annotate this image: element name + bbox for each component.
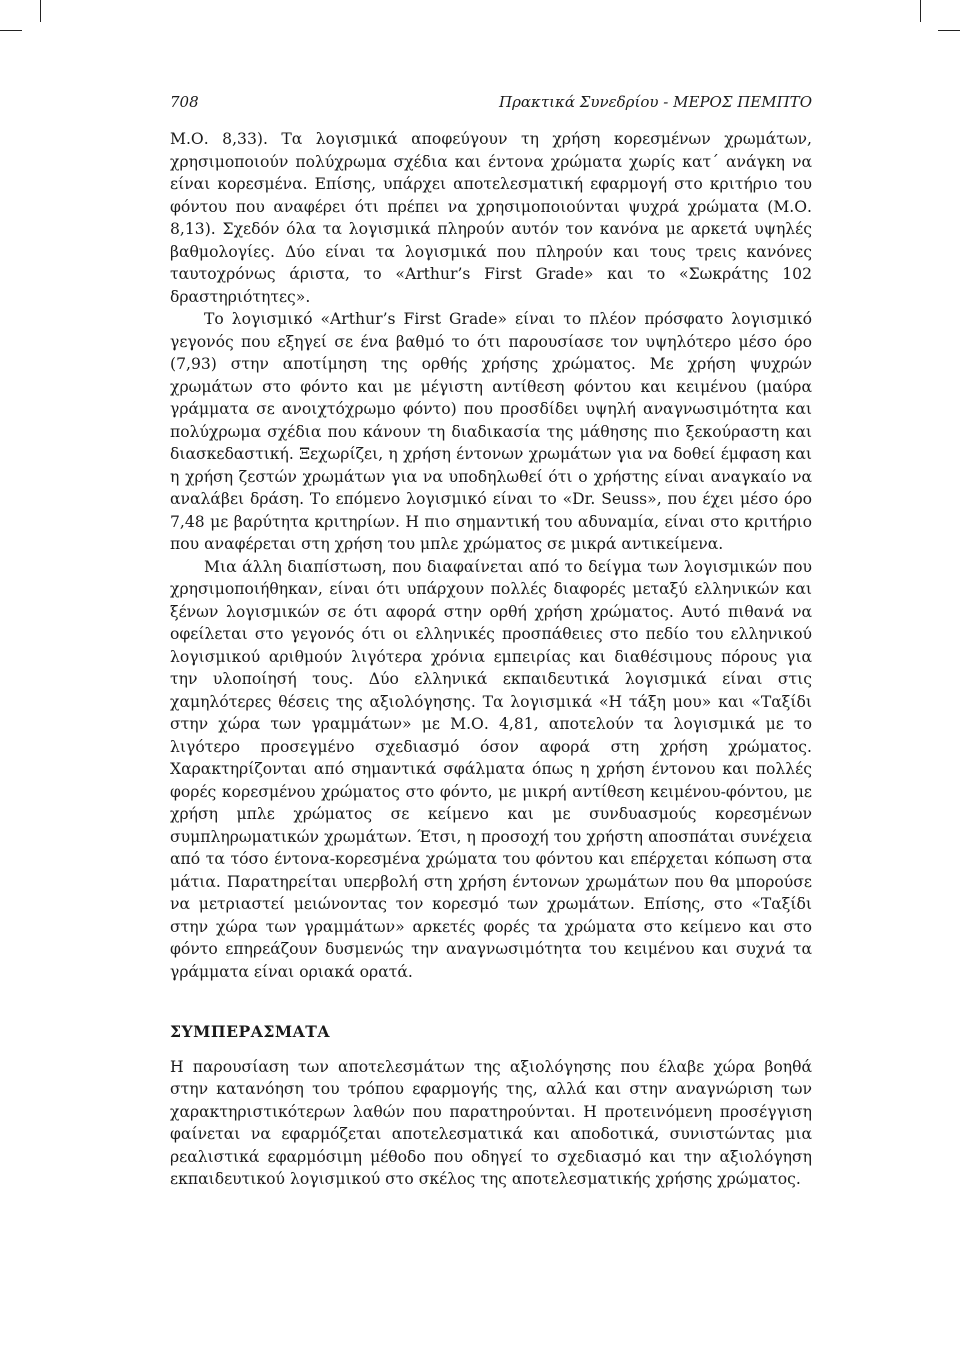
paragraph-3: Μια άλλη διαπίστωση, που διαφαίνεται από το δείγμα των λογισμικών που χρησιμοποιήθηκαν, είναι ότι υπάρχουν πολλές διαφορές μεταξύ ελληνικών και ξένων λογισμικών σε ότι αφορά στην ορθή χρήση χρώματος. Αυτό πιθανά να οφείλεται στο γεγονός ότι οι ελληνικές προσπάθειες στο πεδίο του ελληνικού λογισμικού αριθμούν λιγότερα χρόνια εμπειρίας και διαθέσιμους πόρους για την υλοποίησή τους. Δύο ελληνικά εκπαιδευτικά λογισμικά είναι στις χαμηλότερες θέσεις της αξιολόγησης. Τα λογισμικά «Η τάξη μου» και «Ταξίδι στην χώρα των γραμμάτων» με Μ.Ο. 4,81, αποτελούν τα λογισμικά με το λιγότερο προσεγμένο σχεδιασμό όσον αφορά στη χρήση χρώματος. Χαρακτηρίζονται από σημαντικά σφάλματα όπως η χρήση έντονου και πολλές φορές κορεσμένου χρώματος στο φόντο, με μικρή αντίθεση κειμένου-φόντου, με χρήση μπλε χρώματος σε κείμενο και με συνδυασμούς κορεσμένων συμπληρωματικών χρωμάτων. Έτσι, η προσοχή του χρήστη αποσπάται συνέχεια από τα τόσο έντονα-κορεσμένα χρώματα του φόντου και επέρχεται κόπωση στα μάτια. Παρατηρείται υπερβολή στη χρήση έντονων χρωμάτων που θα μπορούσε να μετριαστεί μειώνοντας τον κορεσμό των χρωμάτων. Επίσης, στο «Ταξίδι στην χώρα των γραμμάτων» αρκετές φορές τα χρώματα στο κείμενο και στο φόντο επηρεάζουν δυσμενώς την αναγνωσιμότητα του κειμένου και συχνά τα γράμματα είναι οριακά ορατά. [170,557,812,981]
paragraph-1: Μ.Ο. 8,33). Τα λογισμικά αποφεύγουν τη χρήση κορεσμένων χρωμάτων, χρησιμοποιούν πολύχρωμα σχέδια και έντονα χρώματα χωρίς κατ΄ ανάγκη να είναι κορεσμένα. Επίσης, υπάρχει αποτελεσματική εφαρμογή στο κριτήριο του φόντου που αναφέρει ότι πρέπει να χρησιμοποιούνται ψυχρά χρώματα (Μ.Ο. 8,13). Σχεδόν όλα τα λογισμικά πληρούν αυτόν τον κανόνα με αρκετά υψηλές βαθμολογίες. Δύο είναι τα λογισμικά που πληρούν και τους τρεις κανόνες ταυτοχρόνως άριστα, το «Arthur’s First Grade» και το «Σωκράτης 102 δραστηριότητες». [170,130,812,306]
running-title: Πρακτικά Συνεδρίου - ΜΕΡΟΣ ΠΕΜΠΤΟ [498,93,812,111]
paragraph-conclusions: Η παρουσίαση των αποτελεσμάτων της αξιολόγησης που έλαβε χώρα βοηθά στην κατανόηση του τρόπου εφαρμογής της, αλλά και στην αναγνώριση των χαρακτηριστικότερων λαθών που παρατηρούνται. Η προτεινόμενη προσέγγιση φαίνεται να εφαρμόζεται αποτελεσματικά και αποδοτικά, συνιστώντας μια ρεαλιστικά εφαρμόσιμη μέθοδο που οδηγεί το σχεδιασμό και την αξιολόγηση εκπαιδευτικού λογισμικού στο σκέλος της αποτελεσματικής χρήσης χρώματος. [170,1057,812,1188]
body-text [170,128,812,1191]
running-header [170,92,812,128]
page-number: 708 [170,93,199,111]
document-page [170,92,812,1191]
crop-mark-top-left-vertical [40,0,41,22]
crop-mark-top-right-vertical [920,0,921,22]
paragraph-2: Το λογισμικό «Arthur’s First Grade» είναι το πλέον πρόσφατο λογισμικό γεγονός που εξηγεί σε ένα βαθμό το ότι παρουσίασε τον υψηλότερο μέσο όρο (7,93) στην αποτίμηση της ορθής χρήσης χρώματος. Με χρήση ψυχρών χρωμάτων στο φόντο και με μέγιστη αντίθεση φόντου και κειμένου (μαύρα γράμματα σε ανοιχτόχρωμο φόντο) που προσδίδει υψηλή αναγνωσιμότητα και πολύχρωμα σχέδια που κάνουν τη διαδικασία της μάθησης πιο ξεκούραστη και διασκεδαστική. Ξεχωρίζει, η χρήση έντονων χρωμάτων για να δοθεί έμφαση και η χρήση ζεστών χρωμάτων για να υποδηλωθεί ότι ο χρήστης είναι αναγκαίο να αναλάβει δράση. Το επόμενο λογισμικό είναι το «Dr. Seuss», που έχει μέσο όρο 7,48 με βαρύτητα κριτηρίων. Η πιο σημαντική του αδυναμία, είναι στο κριτήριο που αναφέρεται στη χρήση του μπλε χρώματος σε μικρά αντικείμενα. [170,310,812,553]
section-heading-conclusions: ΣΥΜΠΕΡΑΣΜΑΤΑ [170,1022,330,1041]
crop-mark-top-left-horizontal [0,30,22,31]
crop-mark-top-right-horizontal [938,30,960,31]
